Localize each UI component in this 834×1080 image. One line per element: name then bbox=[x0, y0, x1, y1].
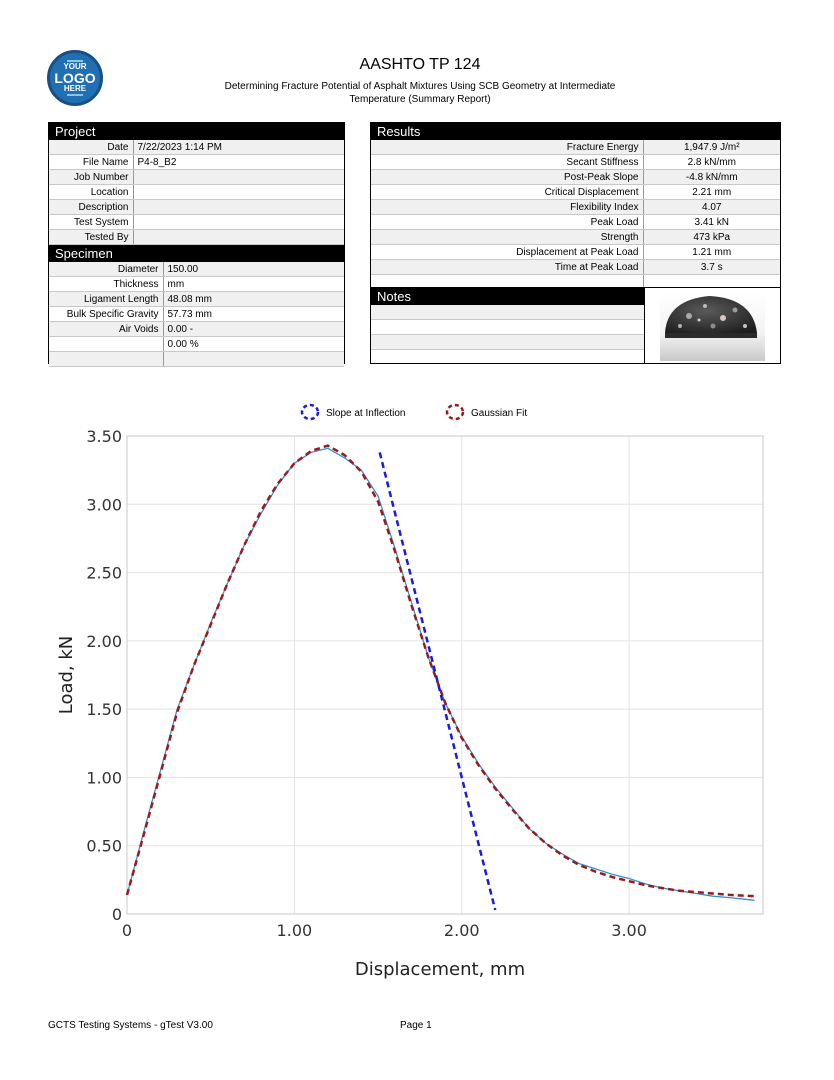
y-tick-label: 2.50 bbox=[86, 563, 122, 583]
chart-series bbox=[127, 446, 755, 910]
legend-gaussian-label: Gaussian Fit bbox=[471, 408, 528, 419]
specimen-heading: Specimen bbox=[49, 245, 344, 262]
row-label: Tested By bbox=[49, 230, 133, 245]
table-row bbox=[371, 200, 780, 215]
logo-line2: LOGO bbox=[54, 70, 96, 86]
y-tick-label: 0.50 bbox=[86, 836, 122, 856]
row-label bbox=[49, 337, 163, 352]
row-value: 7/22/2023 1:14 PM bbox=[133, 140, 344, 155]
row-value: mm bbox=[163, 277, 344, 292]
table-row bbox=[49, 307, 344, 322]
row-label: Secant Stiffness bbox=[371, 155, 643, 170]
row-value: -4.8 kN/mm bbox=[643, 170, 780, 185]
row-value: 2.21 mm bbox=[643, 185, 780, 200]
row-label: Ligament Length bbox=[49, 292, 163, 307]
x-tick-label: 1.00 bbox=[276, 921, 313, 940]
row-value bbox=[133, 230, 344, 245]
load-displacement-chart bbox=[0, 395, 834, 995]
table-row bbox=[49, 292, 344, 307]
project-table bbox=[49, 140, 344, 245]
row-value bbox=[133, 170, 344, 185]
notes-line bbox=[371, 335, 644, 350]
logo-line3: HERE bbox=[63, 84, 87, 93]
table-row bbox=[371, 170, 780, 185]
footer-software: GCTS Testing Systems - gTest V3.00 bbox=[48, 1020, 213, 1031]
row-label: Diameter bbox=[49, 262, 163, 277]
row-label: Flexibility Index bbox=[371, 200, 643, 215]
row-value: 4.07 bbox=[643, 200, 780, 215]
row-label: Post-Peak Slope bbox=[371, 170, 643, 185]
x-tick-label: 0 bbox=[121, 921, 133, 940]
results-table bbox=[371, 140, 780, 290]
y-axis-ticks bbox=[86, 427, 122, 924]
table-row bbox=[49, 155, 344, 170]
row-value: 473 kPa bbox=[643, 230, 780, 245]
table-row bbox=[49, 337, 344, 352]
row-value: 1,947.9 J/m² bbox=[643, 140, 780, 155]
row-value bbox=[163, 352, 344, 367]
table-row bbox=[371, 155, 780, 170]
row-value: 3.7 s bbox=[643, 260, 780, 275]
chart-svg bbox=[0, 395, 834, 995]
row-value bbox=[133, 215, 344, 230]
table-row bbox=[49, 170, 344, 185]
row-value: 57.73 mm bbox=[163, 307, 344, 322]
table-row bbox=[49, 200, 344, 215]
table-row bbox=[371, 215, 780, 230]
row-label: Date bbox=[49, 140, 133, 155]
notes-line bbox=[371, 305, 644, 320]
y-tick-label: 2.00 bbox=[86, 631, 122, 651]
row-value: 0.00 - bbox=[163, 322, 344, 337]
row-label: Fracture Energy bbox=[371, 140, 643, 155]
row-label: Job Number bbox=[49, 170, 133, 185]
specimen-table bbox=[49, 262, 344, 367]
row-value: P4-8_B2 bbox=[133, 155, 344, 170]
row-value bbox=[133, 185, 344, 200]
row-value: 48.08 mm bbox=[163, 292, 344, 307]
row-label: Peak Load bbox=[371, 215, 643, 230]
report-title: AASHTO TP 124 bbox=[359, 56, 481, 73]
y-tick-label: 1.00 bbox=[86, 768, 122, 788]
x-tick-label: 2.00 bbox=[443, 921, 480, 940]
company-logo bbox=[47, 50, 103, 106]
legend-slope-label: Slope at Inflection bbox=[326, 408, 406, 419]
notes-area bbox=[371, 288, 644, 363]
table-row bbox=[49, 322, 344, 337]
table-row bbox=[49, 262, 344, 277]
row-label: Critical Displacement bbox=[371, 185, 643, 200]
row-value: 150.00 bbox=[163, 262, 344, 277]
notes-line bbox=[371, 320, 644, 335]
row-value: 2.8 kN/mm bbox=[643, 155, 780, 170]
y-tick-label: 3.50 bbox=[86, 427, 122, 446]
table-row bbox=[371, 230, 780, 245]
table-row bbox=[371, 185, 780, 200]
report-subtitle bbox=[180, 80, 660, 106]
row-value: 1.21 mm bbox=[643, 245, 780, 260]
legend-slope-icon bbox=[302, 405, 318, 419]
row-label: Bulk Specific Gravity bbox=[49, 307, 163, 322]
specimen-photo bbox=[645, 288, 780, 363]
row-value: 3.41 kN bbox=[643, 215, 780, 230]
table-row bbox=[49, 215, 344, 230]
row-label: Time at Peak Load bbox=[371, 260, 643, 275]
notes-line bbox=[371, 350, 644, 364]
y-tick-label: 1.50 bbox=[86, 700, 122, 720]
specimen-photo-frame bbox=[644, 288, 780, 363]
row-label: Test System bbox=[49, 215, 133, 230]
logo-line1: YOUR bbox=[63, 62, 87, 71]
slope-at-inflection-line bbox=[380, 452, 496, 910]
row-label: Air Voids bbox=[49, 322, 163, 337]
table-row bbox=[49, 352, 344, 367]
gaussian-fit-line bbox=[127, 446, 755, 897]
results-panel bbox=[370, 122, 781, 287]
notes-heading: Notes bbox=[371, 288, 644, 305]
project-heading: Project bbox=[49, 123, 344, 140]
row-label: Description bbox=[49, 200, 133, 215]
row-value: 0.00 % bbox=[163, 337, 344, 352]
table-row bbox=[49, 185, 344, 200]
chart-grid bbox=[127, 436, 763, 914]
y-axis-label: Load, kN bbox=[56, 635, 77, 715]
table-row bbox=[49, 277, 344, 292]
measured-load-line bbox=[127, 448, 755, 900]
notes-panel bbox=[370, 287, 781, 364]
footer-page-number: Page 1 bbox=[400, 1020, 432, 1031]
report-subtitle-line2: Temperature (Summary Report) bbox=[349, 94, 491, 105]
table-row bbox=[371, 260, 780, 275]
row-label: Strength bbox=[371, 230, 643, 245]
plot-frame bbox=[127, 436, 763, 914]
y-tick-label: 0 bbox=[111, 905, 122, 924]
x-axis-ticks bbox=[122, 921, 647, 940]
legend-gaussian-icon bbox=[447, 405, 463, 419]
table-row bbox=[49, 140, 344, 155]
report-subtitle-line1: Determining Fracture Potential of Asphalt Mixtures Using SCB Geometry at Intermediate bbox=[224, 81, 616, 92]
row-label: Location bbox=[49, 185, 133, 200]
row-label: Thickness bbox=[49, 277, 163, 292]
table-row bbox=[371, 245, 780, 260]
y-tick-label: 3.00 bbox=[86, 495, 122, 515]
row-label: Displacement at Peak Load bbox=[371, 245, 643, 260]
x-tick-label: 3.00 bbox=[611, 921, 647, 940]
table-row bbox=[49, 230, 344, 245]
row-label: File Name bbox=[49, 155, 133, 170]
row-value bbox=[133, 200, 344, 215]
results-heading: Results bbox=[371, 123, 780, 140]
x-axis-label: Displacement, mm bbox=[354, 959, 526, 980]
logo-decor-bar bbox=[67, 94, 83, 96]
row-label bbox=[49, 352, 163, 367]
table-row bbox=[371, 140, 780, 155]
project-specimen-panel bbox=[48, 122, 345, 364]
